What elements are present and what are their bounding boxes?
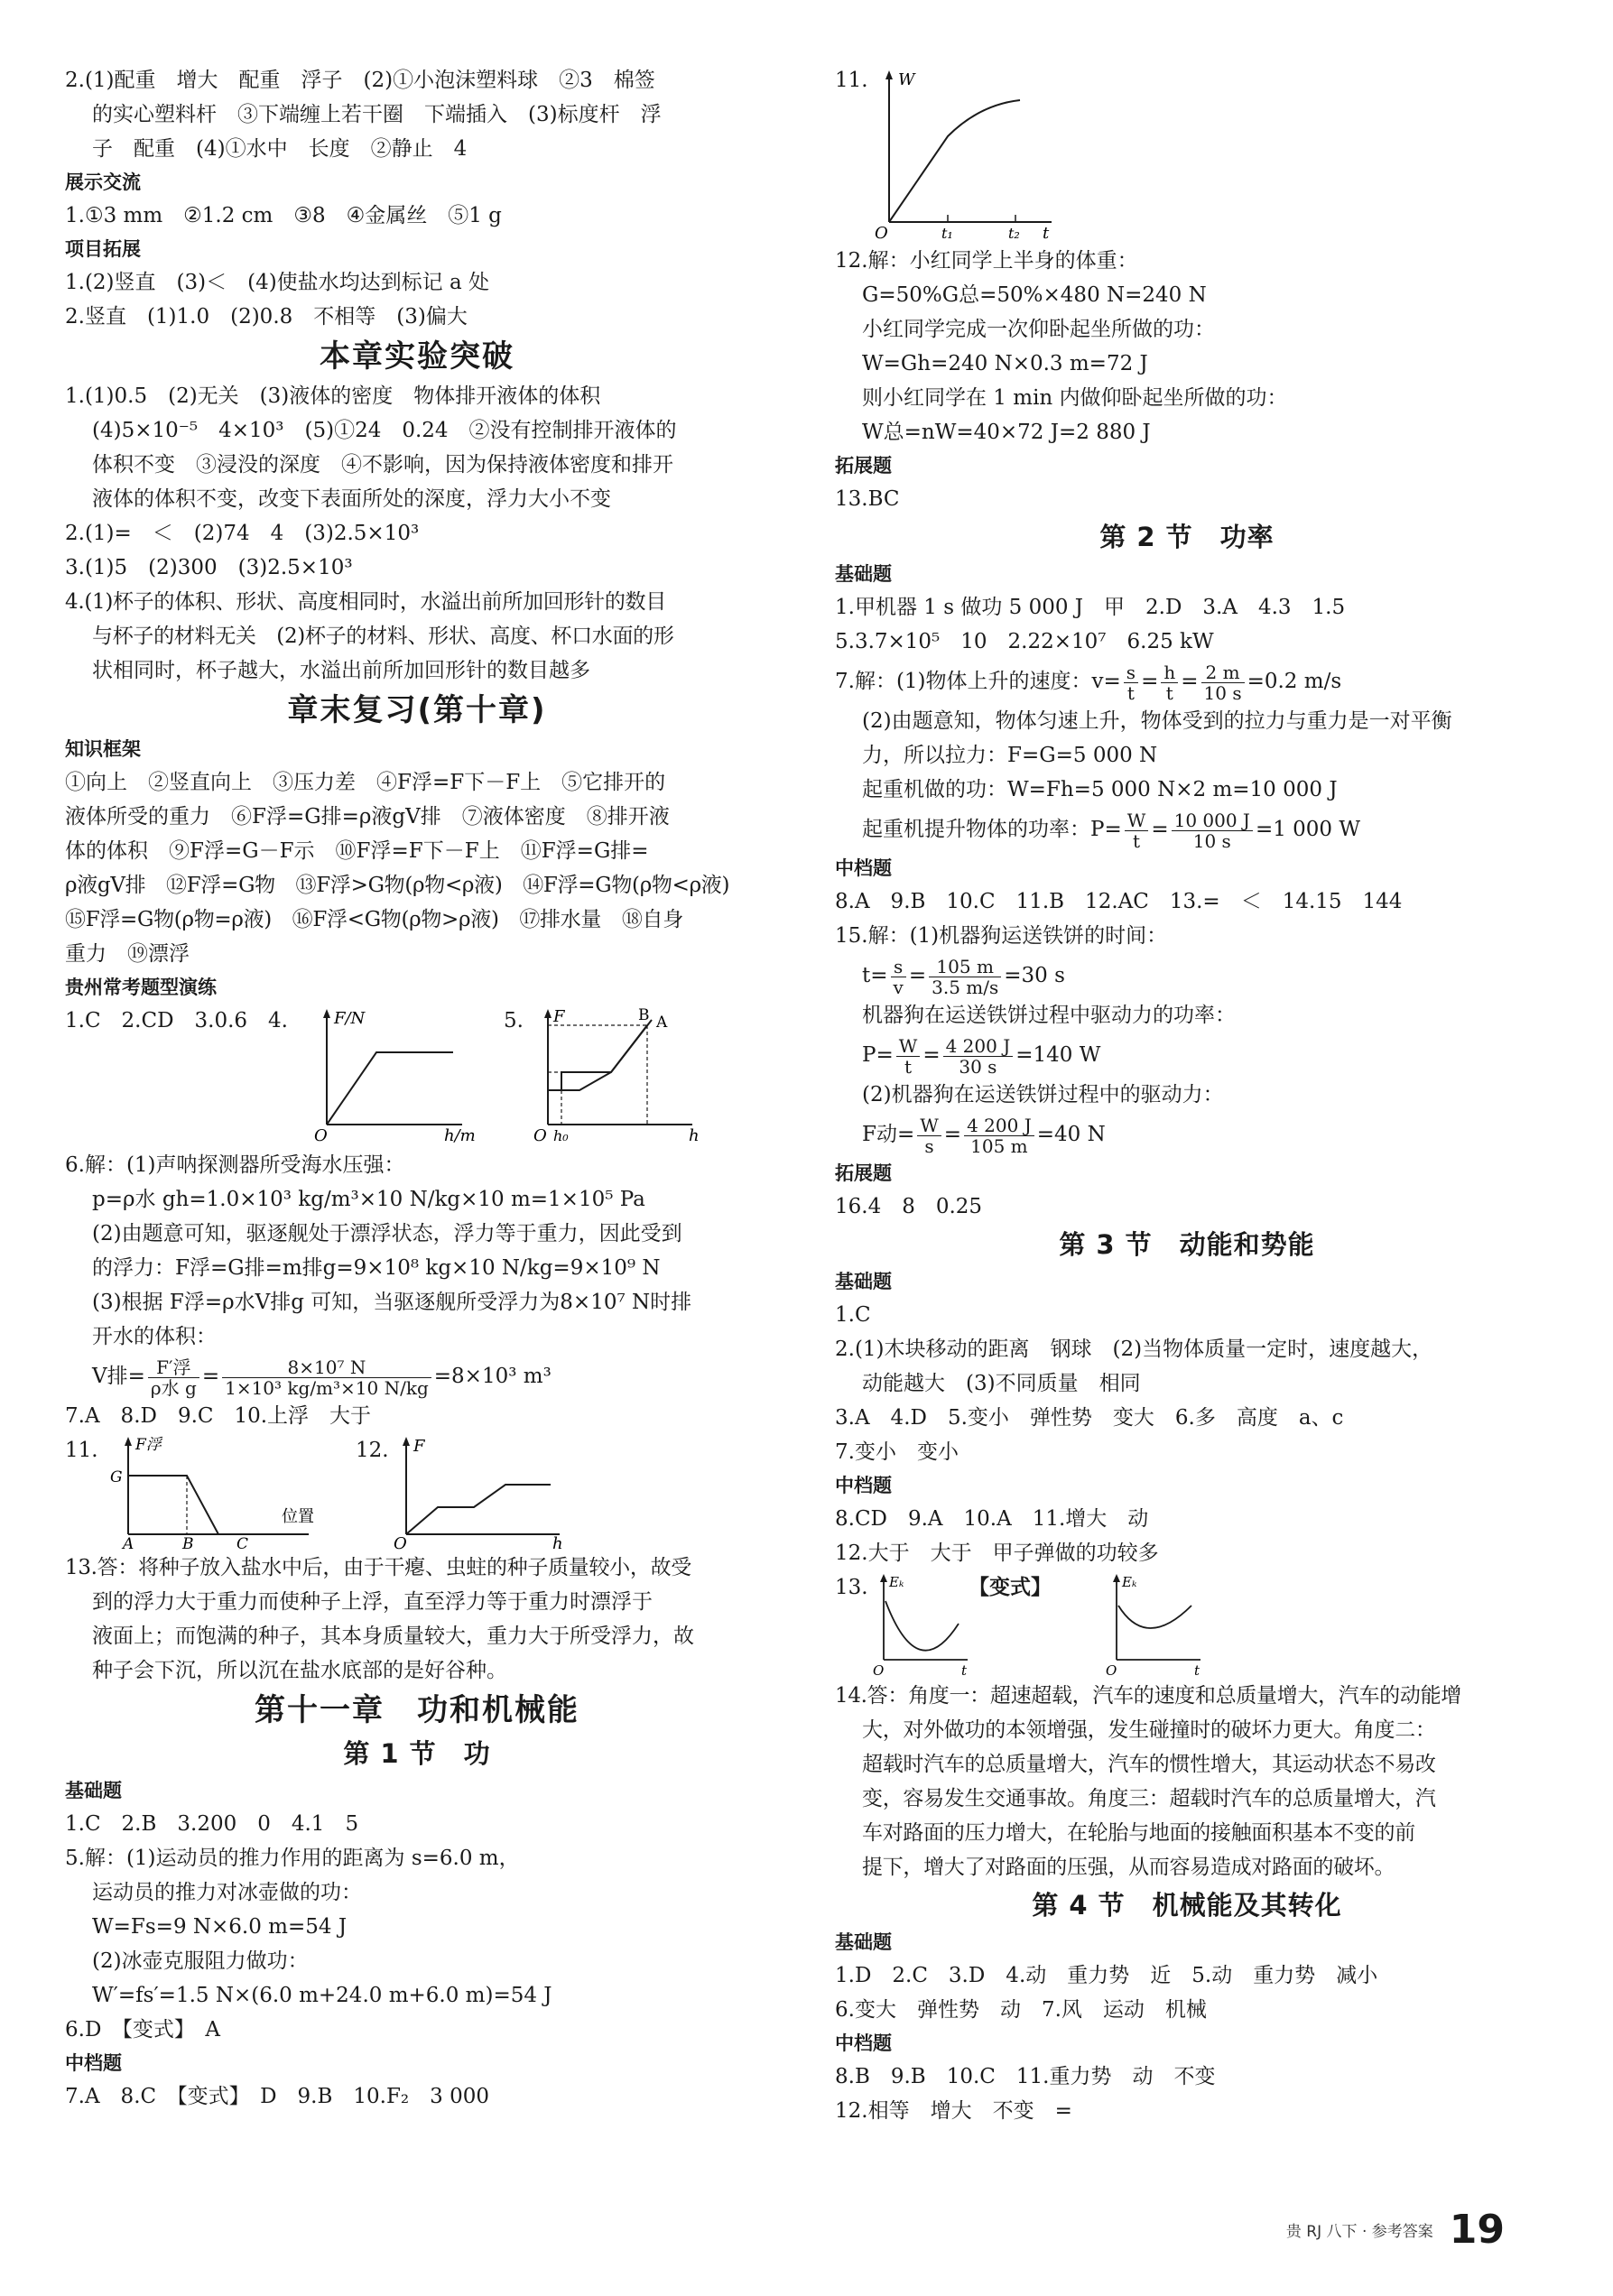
answer-line: (4)5×10⁻⁵ 4×10³ (5)①24 0.24 ②没有控制排开液体的: [92, 419, 677, 442]
answer-line: 12.解：小红同学上半身的体重：: [835, 249, 1138, 273]
answer-line: 的实心塑料杆 ③下端缠上若干圈 下端插入 (3)标度杆 浮: [92, 103, 662, 126]
answer-line: 12.大于 大于 甲子弹做的功较多: [835, 1541, 1159, 1565]
answer-line: 1.D 2.C 3.D 4.动 重力势 近 5.动 重力势 减小: [835, 1964, 1378, 1987]
axis-label-x: t: [1194, 1662, 1200, 1678]
eq-rhs: =8×10³ m³: [433, 1365, 552, 1388]
eq-lhs: V排=: [92, 1365, 145, 1388]
origin-label: O: [875, 224, 888, 240]
axis-label-x: 位置: [282, 1507, 314, 1526]
equation-q15-force: F动= $\frac{W}{s}$ = $\frac{4 200 J}{105 m}$ =40 N: [862, 1114, 1106, 1157]
answer-line: (2)机器狗在运送铁饼过程中的驱动力：: [862, 1083, 1224, 1106]
answer-line: 状相同时，杯子越大，水溢出前所加回形针的数目越多: [92, 659, 590, 682]
axis-label-y: F/N: [334, 1009, 366, 1028]
section-heading: 第 2 节 功率: [1099, 522, 1275, 552]
answer-line: 到的浮力大于重力而使种子上浮，直至浮力等于重力时漂浮于: [92, 1590, 653, 1614]
answer-line: (3)根据 F浮=ρ水V排g 可知，当驱逐舰所受浮力为8×10⁷ N时排: [92, 1291, 692, 1314]
graph-work-time: [871, 69, 1079, 240]
g-label: G: [110, 1468, 123, 1486]
chapter-heading: 第十一章 功和机械能: [255, 1692, 579, 1728]
answer-line: 2.(1)配重 增大 配重 浮子 (2)①小泡沫塑料球 ②3 棉签: [65, 69, 655, 92]
axis-label-y: F浮: [135, 1436, 162, 1454]
subsection-title: 基础题: [835, 1271, 892, 1292]
answer-line: 体积不变 ③浸没的深度 ④不影响，因为保持液体密度和排开: [92, 453, 673, 477]
variant-label: 【变式】: [969, 1575, 1052, 1599]
equation-q15-time: t= $\frac{s}{v}$ = $\frac{105 m}{3.5 m/s}$ =30 s: [862, 955, 1065, 998]
axis-label-y: Eₖ: [1122, 1574, 1137, 1590]
origin-label: O: [1106, 1662, 1117, 1678]
origin-label: O: [314, 1126, 328, 1143]
answer-line: G=50%G总=50%×480 N=240 N: [862, 283, 1207, 307]
answer-line: 15.解：(1)机器狗运送铁饼的时间：: [835, 924, 1168, 948]
subsection-title: 展示交流: [65, 171, 141, 193]
origin-label: O: [533, 1126, 547, 1143]
graph-ek-1: [873, 1574, 981, 1678]
graph-row-q11-right: [835, 63, 1539, 244]
equation-q7: 7.解：(1)物体上升的速度：v= $\frac{s}{t}$ = $\frac{h}{t}$ = $\frac{2 m}{10 s}$ =0.2 m/s: [835, 661, 1342, 704]
answer-line: ①向上 ②竖直向上 ③压力差 ④F浮=F下－F上 ⑤它排开的: [65, 771, 666, 794]
subsection-title: 项目拓展: [65, 238, 141, 260]
answer-line: 则小红同学在 1 min 内做仰卧起坐所做的功：: [862, 386, 1288, 410]
section-heading: 第 3 节 动能和势能: [1059, 1229, 1315, 1260]
answer-line: 13.: [835, 1576, 868, 1599]
answer-line: 11.: [835, 69, 868, 92]
answer-line: 4.(1)杯子的体积、形状、高度相同时，水溢出前所加回形针的数目: [65, 590, 666, 614]
answer-line: 2.(1)= ＜ (2)74 4 (3)2.5×10³: [65, 522, 420, 545]
subsection-title: 中档题: [65, 2052, 122, 2074]
page-footer: [1286, 2207, 1505, 2253]
answer-line: 5.3.7×10⁵ 10 2.22×10⁷ 6.25 kW: [835, 630, 1214, 653]
answer-line: W=Fs=9 N×6.0 m=54 J: [92, 1915, 348, 1939]
subsection-title: 基础题: [65, 1780, 122, 1801]
answer-line: W=Gh=240 N×0.3 m=72 J: [862, 352, 1148, 375]
axis-label-y: F: [553, 1007, 565, 1026]
answer-line: 7.变小 变小: [835, 1440, 959, 1464]
answer-line: 3.A 4.D 5.变小 弹性势 变大 6.多 高度 a、c: [835, 1406, 1344, 1430]
answer-line: 液面上；而饱满的种子，其本身质量较大，重力大于所受浮力，故: [92, 1625, 694, 1648]
subsection-title: 拓展题: [835, 455, 892, 477]
answer-line: 14.答：角度一：超速超载，汽车的速度和总质量增大，汽车的动能增: [835, 1684, 1461, 1708]
answer-line: 11.: [65, 1439, 98, 1462]
t2-label: t₂: [1008, 225, 1020, 240]
graph-row-q13-energy: [835, 1570, 1539, 1679]
axis-label-y: F: [413, 1437, 425, 1456]
section-heading: 第 1 节 功: [343, 1738, 491, 1769]
answer-line: 开水的体积：: [92, 1325, 217, 1348]
answer-line: (2)由题意可知，驱逐舰处于漂浮状态，浮力等于重力，因此受到: [92, 1222, 682, 1245]
answer-line: 8.CD 9.A 10.A 11.增大 动: [835, 1507, 1149, 1531]
origin-label: O: [394, 1534, 407, 1551]
axis-label-y: W: [898, 70, 915, 89]
answer-line: 力，所以拉力：F=G=5 000 N: [862, 744, 1158, 767]
graph-q5: [521, 1007, 765, 1143]
point-label-b: B: [182, 1535, 194, 1551]
answer-line: 大，对外做功的本领增强，发生碰撞时的破坏力更大。角度二：: [862, 1718, 1436, 1742]
section-heading: 章末复习(第十章): [287, 692, 547, 728]
equation-q7-power: 起重机提升物体的功率：P= $\frac{W}{t}$ = $\frac{10 000 J}{10 s}$ =1 000 W: [862, 809, 1361, 852]
answer-line: 液体的体积不变，改变下表面所处的深度，浮力大小不变: [92, 487, 611, 511]
footer-tag: 贵 RJ 八下 · 参考答案: [1285, 2223, 1433, 2241]
answer-line: 2.竖直 (1)1.0 (2)0.8 不相等 (3)偏大: [65, 305, 468, 329]
answer-line: 超载时汽车的总质量增大，汽车的惯性增大，其运动状态不易改: [862, 1753, 1436, 1776]
answer-line: 1.C: [835, 1303, 871, 1327]
answer-line: 2.(1)木块移动的距离 钢球 (2)当物体质量一定时，速度越大，: [835, 1338, 1433, 1361]
answer-line: 变，容易发生交通事故。角度三：超载时汽车的总质量增大，汽: [862, 1787, 1436, 1810]
section-heading: 第 4 节 机械能及其转化: [1032, 1890, 1342, 1921]
axis-label-y: Eₖ: [889, 1574, 904, 1590]
page-number: 19: [1449, 2207, 1505, 2253]
equation-q15-power: P= $\frac{W}{t}$ = $\frac{4 200 J}{30 s}$ =140 W: [862, 1034, 1101, 1078]
answer-line: 1.甲机器 1 s 做功 5 000 J 甲 2.D 3.A 4.3 1.5: [835, 596, 1346, 619]
answer-line: 6.变大 弹性势 动 7.风 运动 机械: [835, 1998, 1207, 2022]
fraction: $\frac{\text{F′浮}}{\text{ρ水 g}}$: [148, 1357, 199, 1398]
answer-line: 1.C 2.B 3.200 0 4.1 5: [65, 1812, 359, 1836]
axis-label-x: t: [961, 1662, 968, 1678]
answer-line: 13.BC: [835, 487, 900, 511]
answer-line: 体的体积 ⑨F浮=G－F示 ⑩F浮=F下－F上 ⑪F浮=G排=: [65, 839, 649, 863]
subsection-title: 知识框架: [65, 738, 141, 760]
right-column: [835, 63, 1539, 2128]
answer-line: 8.B 9.B 10.C 11.重力势 动 不变: [835, 2065, 1216, 2088]
answer-line: 3.(1)5 (2)300 (3)2.5×10³: [65, 556, 353, 579]
fraction: $\frac{\text{8×10⁷ N}}{\text{1×10³ kg/m³×10 N/kg}}$: [222, 1357, 431, 1398]
answer-line: 8.A 9.B 10.C 11.B 12.AC 13.= ＜ 14.15 144: [835, 890, 1403, 913]
axis-label-x: t: [1043, 224, 1050, 240]
answer-line: 的浮力：F浮=G排=m排g=9×10⁸ kg×10 N/kg=9×10⁹ N: [92, 1256, 661, 1280]
answer-line: 起重机做的功：W=Fh=5 000 N×2 m=10 000 J: [862, 778, 1338, 801]
subsection-title: 基础题: [835, 1931, 892, 1953]
point-label-a: A: [123, 1535, 134, 1551]
graph-q12: [388, 1435, 596, 1551]
answer-line: ⑮F浮=G物(ρ物=ρ液) ⑯F浮<G物(ρ物>ρ液) ⑰排水量 ⑱自身: [65, 908, 683, 931]
point-label-b: B: [638, 1007, 650, 1024]
answer-line: 1.C 2.CD 3.0.6 4.: [65, 1009, 288, 1032]
answer-line: W′=fs′=1.5 N×(6.0 m+24.0 m+6.0 m)=54 J: [92, 1984, 552, 2007]
t1-label: t₁: [941, 225, 953, 240]
answer-line: 提下，增大了对路面的压强，从而容易造成对路面的破坏。: [862, 1856, 1395, 1879]
axis-label-x: h: [689, 1126, 700, 1143]
answer-line: 1.(1)0.5 (2)无关 (3)液体的密度 物体排开液体的体积: [65, 384, 601, 408]
answer-line: 6.解：(1)声呐探测器所受海水压强：: [65, 1153, 405, 1177]
answer-line: 5.: [504, 1009, 524, 1032]
answer-line: 重力 ⑲漂浮: [65, 942, 190, 966]
section-heading: 本章实验突破: [320, 338, 514, 375]
answer-line: 13.答：将种子放入盐水中后，由于干瘪、虫蛀的种子质量较小，故受: [65, 1556, 691, 1579]
point-label-a: A: [656, 1014, 668, 1032]
answer-line: 与杯子的材料无关 (2)杯子的材料、形状、高度、杯口水面的形: [92, 625, 674, 648]
answer-line: 12.: [356, 1439, 389, 1462]
origin-label: O: [873, 1662, 885, 1678]
subsection-title: 中档题: [835, 2032, 892, 2054]
answer-line: 7.A 8.D 9.C 10.上浮 大于: [65, 1404, 372, 1428]
answer-line: ρ液gV排 ⑫F浮=G物 ⑬F浮>G物(ρ物<ρ液) ⑭F浮=G物(ρ物<ρ液): [65, 874, 730, 897]
graph-row-q4-q5: [65, 1004, 769, 1148]
answer-line: 1.(2)竖直 (3)＜ (4)使盐水均达到标记 a 处: [65, 271, 490, 294]
equation-q6: V排= $\frac{\text{F′浮}}{\text{ρ水 g}}$ = $\frac{\text{8×10⁷ N}}{\text{1×10³ kg/m³×10 N/kg}}$ =8×10³ m³: [92, 1356, 552, 1399]
answer-line: 运动员的推力对冰壶做的功：: [92, 1881, 362, 1904]
answer-line: (2)冰壶克服阻力做功：: [92, 1949, 309, 1973]
answer-line: (2)由题意知，物体匀速上升，物体受到的拉力与重力是一对平衡: [862, 709, 1452, 733]
answer-line: 16.4 8 0.25: [835, 1195, 983, 1218]
graph-row-q11-q12: [65, 1433, 769, 1551]
graph-q11: [101, 1435, 372, 1551]
axis-label-x: h: [552, 1534, 563, 1551]
answer-line: W总=nW=40×72 J=2 880 J: [862, 421, 1151, 444]
answer-line: 液体所受的重力 ⑥F浮=G排=ρ液gV排 ⑦液体密度 ⑧排开液: [65, 805, 670, 829]
answer-line: 7.A 8.C 【变式】 D 9.B 10.F₂ 3 000: [65, 2085, 489, 2108]
answer-line: 子 配重 (4)①水中 长度 ②静止 4: [92, 137, 468, 161]
subsection-title: 贵州常考题型演练: [65, 977, 217, 998]
answer-line: 1.①3 mm ②1.2 cm ③8 ④金属丝 ⑤1 g: [65, 204, 502, 227]
point-label-c: C: [236, 1535, 249, 1551]
answer-line: 动能越大 (3)不同质量 相同: [862, 1372, 1141, 1395]
answer-line: 6.D 【变式】 A: [65, 2018, 220, 2041]
axis-label-x: h/m: [444, 1126, 476, 1143]
answer-line: p=ρ水 gh=1.0×10³ kg/m³×10 N/kg×10 m=1×10⁵ Pa: [92, 1188, 645, 1211]
answer-line: 12.相等 增大 不变 =: [835, 2099, 1072, 2123]
answer-line: 种子会下沉，所以沉在盐水底部的是好谷种。: [92, 1659, 507, 1682]
answer-line: 小红同学完成一次仰卧起坐所做的功：: [862, 318, 1215, 341]
graph-ek-2: [1106, 1574, 1214, 1678]
subsection-title: 中档题: [835, 1475, 892, 1496]
subsection-title: 基础题: [835, 563, 892, 585]
left-column: [65, 63, 769, 2114]
subsection-title: 中档题: [835, 857, 892, 879]
answer-line: 5.解：(1)运动员的推力作用的距离为 s=6.0 m，: [65, 1847, 520, 1870]
answer-line: 机器狗在运送铁饼过程中驱动力的功率：: [862, 1004, 1236, 1027]
h0-label: h₀: [553, 1127, 569, 1143]
answer-line: 车对路面的压力增大，在轮胎与地面的接触面积基本不变的前: [862, 1821, 1415, 1845]
subsection-title: 拓展题: [835, 1162, 892, 1184]
